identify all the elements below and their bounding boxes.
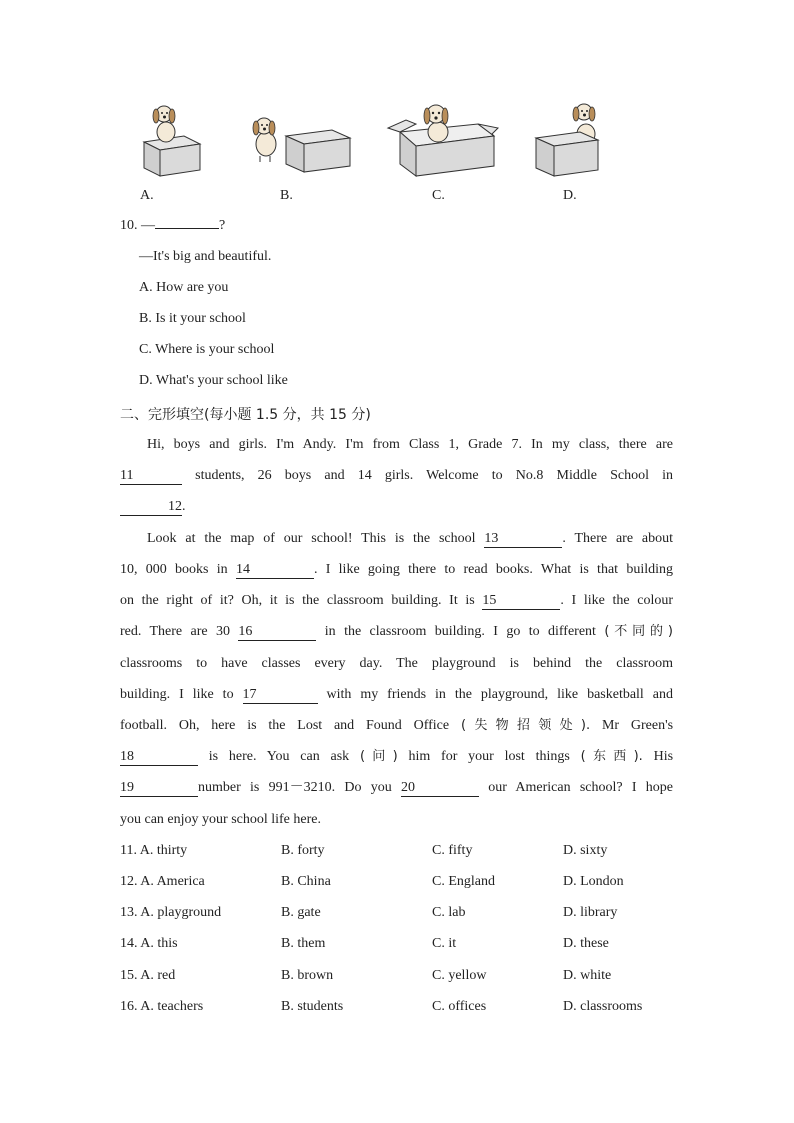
question-10-number: 10. —: [120, 218, 155, 233]
passage-text: red. There are 30: [120, 624, 231, 639]
option-13-b: B. gate: [281, 905, 321, 920]
passage-line-7: [120, 622, 673, 642]
passage-text: in the classroom building. I go to different: [324, 624, 596, 639]
passage-text: football. Oh, here is the Lost and Found Office: [120, 718, 450, 733]
passage-line-1: Hi, boys and girls. I'm Andy. I'm from Class 1, Grade 7. In my class, there are: [147, 437, 673, 452]
option-16-b: B. students: [281, 999, 344, 1014]
option-15-c: C. yellow: [432, 968, 487, 983]
passage-chinese-gloss: (东西).: [580, 749, 643, 764]
option-14-a: 14. A. this: [120, 936, 178, 951]
blank-18: 18: [120, 749, 198, 766]
passage-line-11: [120, 747, 673, 767]
question-10-stem: [120, 218, 225, 234]
option-15-a: 15. A. red: [120, 968, 176, 983]
passage-text: . I like going there to read books. What is that building: [313, 562, 673, 577]
question-10-blank: [155, 228, 219, 229]
blank-19: 19: [120, 780, 198, 797]
passage-text: His: [653, 749, 674, 764]
question-10-mark: ?: [219, 218, 226, 233]
passage-text: students, 26 boys and 14 girls. Welcome to No.8 Middle School in: [195, 468, 673, 483]
passage-text: 10, 000 books in: [120, 562, 228, 577]
blank-14: 14: [236, 562, 314, 579]
option-11-b: B. forty: [281, 843, 325, 858]
passage-line-9: [120, 685, 673, 705]
picture-d-dog-behind-box: [530, 98, 610, 180]
option-13-d: D. library: [563, 905, 618, 920]
option-11-d: D. sixty: [563, 843, 608, 858]
passage-line-2: [120, 466, 673, 486]
question-10-option-c: C. Where is your school: [139, 342, 275, 357]
option-12-d: D. London: [563, 874, 624, 889]
passage-text: him for your lost things: [408, 749, 570, 764]
section-2-title: 二、完形填空(每小题 1.5 分，共 15 分): [120, 407, 371, 423]
passage-text: Mr Green's: [601, 718, 674, 733]
passage-text: our American school? I hope: [488, 780, 674, 795]
option-16-c: C. offices: [432, 999, 487, 1014]
question-10-option-b: B. Is it your school: [139, 311, 246, 326]
question-10-answer: —It's big and beautiful.: [139, 249, 272, 264]
passage-chinese-gloss: (失物招领处).: [460, 718, 591, 733]
option-12-c: C. England: [432, 874, 495, 889]
question-10-option-a: A. How are you: [139, 280, 229, 295]
blank-17: 17: [243, 687, 318, 704]
option-14-d: D. these: [563, 936, 609, 951]
option-13-a: 13. A. playground: [120, 905, 222, 920]
passage-text: . There are about: [562, 531, 674, 546]
passage-line-10: [120, 716, 673, 736]
picture-b-dog-beside-box: [250, 100, 354, 180]
question-10-option-d: D. What's your school like: [139, 373, 288, 388]
option-14-b: B. them: [281, 936, 326, 951]
passage-text: with my friends in the playground, like basketball and: [326, 687, 673, 702]
passage-line-3: [120, 497, 673, 517]
blank-16: 16: [238, 624, 316, 641]
picture-b-label: B.: [280, 188, 293, 203]
picture-a-label: A.: [140, 188, 154, 203]
option-15-b: B. brown: [281, 968, 334, 983]
picture-a-dog-on-box: [138, 100, 204, 180]
option-12-b: B. China: [281, 874, 331, 889]
option-16-a: 16. A. teachers: [120, 999, 204, 1014]
passage-chinese-gloss: (问): [359, 749, 398, 764]
picture-c-dog-in-box: [386, 98, 500, 180]
passage-text: building. I like to: [120, 687, 234, 702]
passage-line-12: [120, 778, 673, 798]
option-11-a: 11. A. thirty: [120, 843, 188, 858]
option-11-c: C. fifty: [432, 843, 473, 858]
blank-12: 12: [120, 499, 182, 516]
blank-20: 20: [401, 780, 479, 797]
option-16-d: D. classrooms: [563, 999, 643, 1014]
passage-line-4: [147, 529, 673, 549]
passage-text: on the right of it? Oh, it is the classroom building. It is: [120, 593, 475, 608]
option-12-a: 12. A. America: [120, 874, 205, 889]
picture-c-label: C.: [432, 188, 445, 203]
option-14-c: C. it: [432, 936, 457, 951]
passage-text: .: [182, 499, 186, 514]
passage-text: Look at the map of our school! This is the school: [147, 531, 476, 546]
option-15-d: D. white: [563, 968, 612, 983]
passage-text: . I like the colour: [560, 593, 673, 608]
picture-d-label: D.: [563, 188, 577, 203]
passage-text: number is 991－3210. Do you: [198, 780, 392, 795]
passage-line-5: [120, 560, 673, 580]
passage-line-6: [120, 591, 673, 611]
option-13-c: C. lab: [432, 905, 466, 920]
passage-line-8: classrooms to have classes every day. The playground is behind the classroom: [120, 656, 673, 671]
blank-15: 15: [482, 593, 560, 610]
passage-line-13: you can enjoy your school life here.: [120, 812, 321, 827]
passage-text: is here. You can ask: [208, 749, 350, 764]
passage-chinese-gloss: (不同的): [604, 624, 674, 639]
blank-13: 13: [484, 531, 562, 548]
blank-11: 11: [120, 468, 182, 485]
